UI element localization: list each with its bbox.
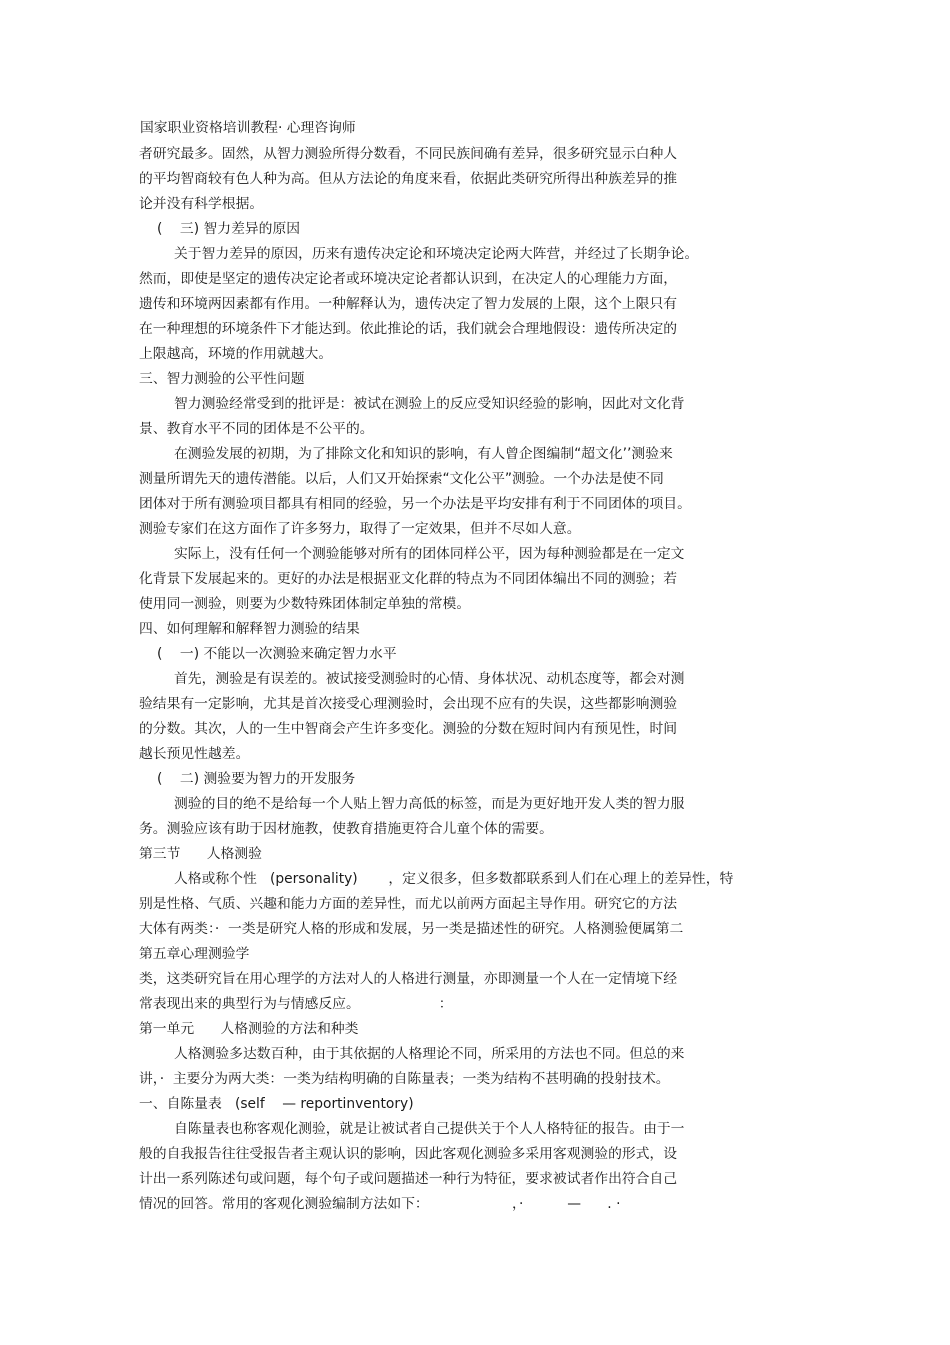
text-line: 人格或称个性 (personality) ，定义很多，但多数都联系到人们在心理上的差异性，特 bbox=[174, 871, 734, 887]
text-line: 论并没有科学根据。 bbox=[139, 196, 264, 212]
text-line: 大体有两类：· 一类是研究人格的形成和发展，另一类是描述性的研究。人格测验便属第二 bbox=[139, 921, 684, 937]
text-line: 的平均智商较有色人种为高。但从方法论的角度来看，依据此类研究所得出种族差异的推 bbox=[139, 171, 678, 187]
running-header: 国家职业资格培训教程· 心理咨询师 bbox=[140, 120, 356, 136]
text-line: 务。测验应该有助于因材施教，使教育措施更符合儿童个体的需要。 bbox=[139, 821, 553, 837]
text-line: 然而，即使是坚定的遗传决定论者或环境决定论者都认识到，在决定人的心理能力方面， bbox=[139, 271, 678, 287]
text-line: 遗传和环境两因素都有作用。一种解释认为，遗传决定了智力发展的上限，这个上限只有 bbox=[139, 296, 678, 312]
text-line: 类，这类研究旨在用心理学的方法对人的人格进行测量，亦即测量一个人在一定情境下经 bbox=[139, 971, 678, 987]
subsection-heading: ( 一) 不能以一次测验来确定智力水平 bbox=[157, 646, 397, 662]
text-line: 化背景下发展起来的。更好的办法是根据亚文化群的特点为不同团体编出不同的测验；若 bbox=[139, 571, 678, 587]
text-line: 在测验发展的初期，为了排除文化和知识的影响，有人曾企图编制“超文化’’测验来 bbox=[174, 446, 673, 462]
section-heading: 第三节 人格测验 bbox=[139, 846, 262, 862]
text-line: 计出一系列陈述句或问题，每个句子或问题描述一种行为特征，要求被试者作出符合自己 bbox=[139, 1171, 678, 1187]
text-line: 团体对于所有测验项目都具有相同的经验，另一个办法是平均安排有利于不同团体的项目。 bbox=[139, 496, 691, 512]
section-heading: 四、如何理解和解释智力测验的结果 bbox=[139, 621, 360, 637]
text-line: 的分数。其次，人的一生中智商会产生许多变化。测验的分数在短时间内有预见性，时间 bbox=[139, 721, 678, 737]
text-line: 人格测验多达数百种，由于其依据的人格理论不同，所采用的方法也不同。但总的来 bbox=[174, 1046, 685, 1062]
text-line: 首先，测验是有误差的。被试接受测验时的心情、身体状况、动机态度等，都会对测 bbox=[174, 671, 685, 687]
text-line: 常表现出来的典型行为与情感反应。 ： bbox=[139, 996, 453, 1012]
text-line: 实际上，没有任何一个测验能够对所有的团体同样公平，因为每种测验都是在一定文 bbox=[174, 546, 685, 562]
text-line: 测量所谓先天的遗传潜能。以后，人们又开始探索“文化公平”测验。一个办法是使不同 bbox=[139, 471, 664, 487]
text-line: 在一种理想的环境条件下才能达到。依此推论的话，我们就会合理地假设：遗传所决定的 bbox=[139, 321, 678, 337]
subsection-heading: ( 二) 测验要为智力的开发服务 bbox=[157, 771, 356, 787]
text-line: 验结果有一定影响，尤其是首次接受心理测验时，会出现不应有的失误，这些都影响测验 bbox=[139, 696, 678, 712]
section-heading: 一、自陈量表 (self — reportinventory) bbox=[139, 1096, 414, 1112]
text-line: 景、教育水平不同的团体是不公平的。 bbox=[139, 421, 374, 437]
subsection-heading: ( 三) 智力差异的原因 bbox=[157, 221, 301, 237]
text-line: 智力测验经常受到的批评是：被试在测验上的反应受知识经验的影响，因此对文化背 bbox=[174, 396, 685, 412]
chapter-footer: 第五章心理测验学 bbox=[139, 946, 250, 962]
text-line: 别是性格、气质、兴趣和能力方面的差异性，而尤以前两方面起主导作用。研究它的方法 bbox=[139, 896, 678, 912]
text-line: 测验的目的绝不是给每一个人贴上智力高低的标签，而是为更好地开发人类的智力服 bbox=[174, 796, 685, 812]
text-line: 测验专家们在这方面作了许多努力，取得了一定效果，但并不尽如人意。 bbox=[139, 521, 581, 537]
text-line: 关于智力差异的原因，历来有遗传决定论和环境决定论两大阵营，并经过了长期争论。 bbox=[174, 246, 699, 262]
text-line: 上限越高，环境的作用就越大。 bbox=[139, 346, 333, 362]
text-line: 般的自我报告往往受报告者主观认识的影响，因此客观化测验多采用客观测验的形式，设 bbox=[139, 1146, 678, 1162]
text-line: 者研究最多。固然，从智力测验所得分数看，不同民族间确有差异，很多研究显示白种人 bbox=[139, 146, 678, 162]
text-line: 越长预见性越差。 bbox=[139, 746, 250, 762]
text-line: 自陈量表也称客观化测验，就是让被试者自己提供关于个人人格特征的报告。由于一 bbox=[174, 1121, 685, 1137]
unit-heading: 第一单元 人格测验的方法和种类 bbox=[139, 1021, 359, 1037]
text-line: 使用同一测验，则要为少数特殊团体制定单独的常模。 bbox=[139, 596, 471, 612]
section-heading: 三、智力测验的公平性问题 bbox=[139, 371, 305, 387]
text-line: 情况的回答。常用的客观化测验编制方法如下： ，· — . · bbox=[139, 1196, 621, 1212]
text-line: 讲，· 主要分为两大类：一类为结构明确的自陈量表；一类为结构不甚明确的投射技术。 bbox=[139, 1071, 670, 1087]
